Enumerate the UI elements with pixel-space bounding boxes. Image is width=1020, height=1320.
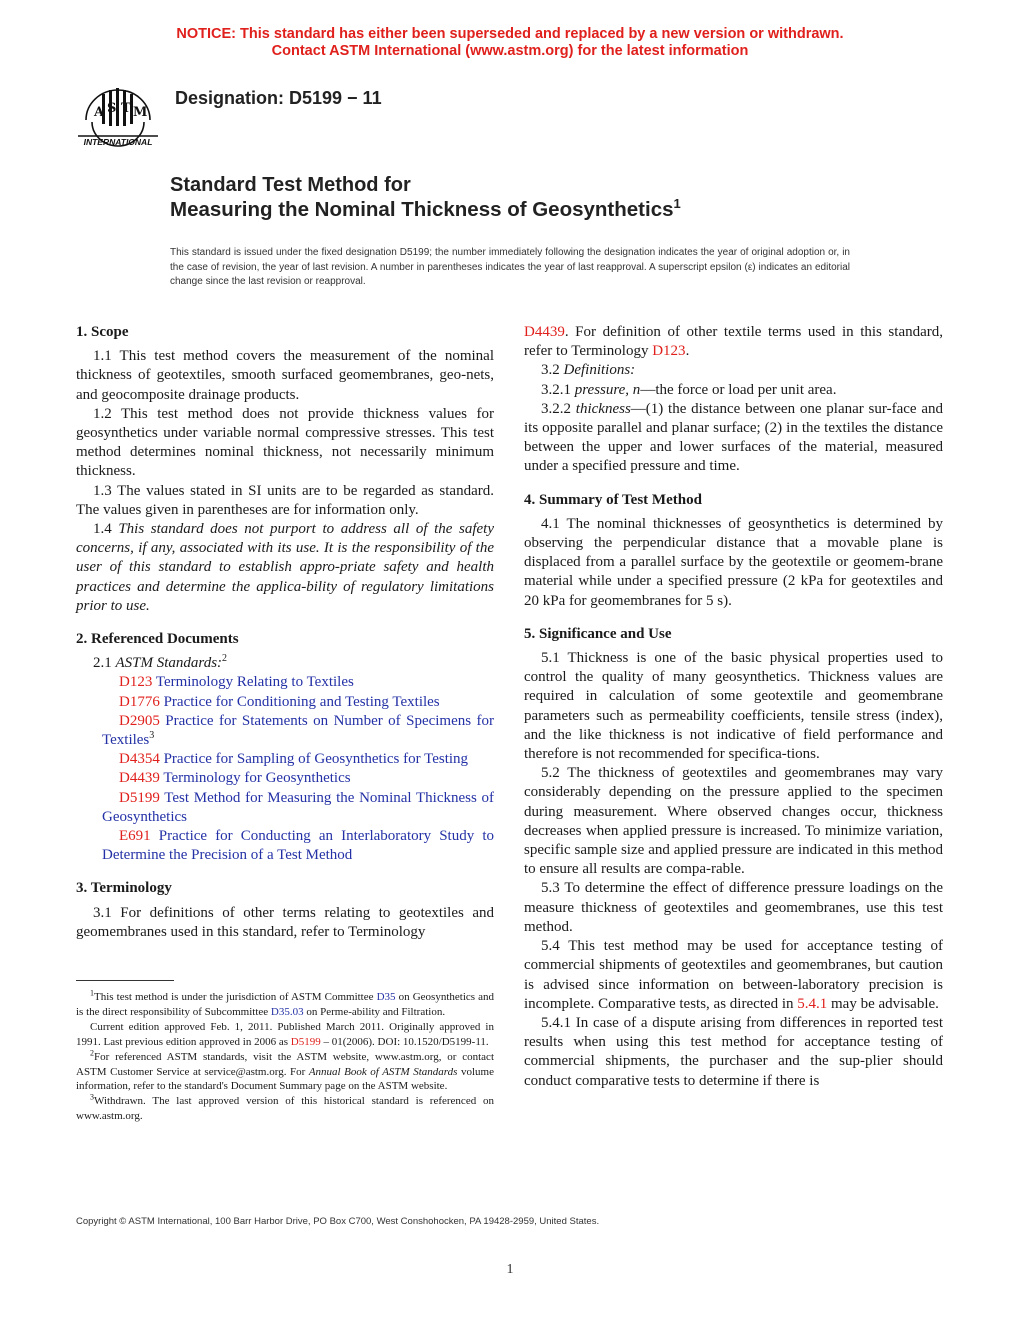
ref-title[interactable]: Test Method for Measuring the Nominal Thickness of Geosynthetics <box>102 789 494 825</box>
para-2-1-number: 2.1 <box>93 655 116 672</box>
footnote-1-link-d35[interactable]: D35 <box>376 991 396 1003</box>
ref-code[interactable]: D1776 <box>119 693 160 710</box>
para-3-2-1-number: 3.2.1 <box>541 381 575 398</box>
para-2-1 <box>76 654 494 673</box>
copyright: Copyright © ASTM International, 100 Barr Harbor Drive, PO Box C700, West Conshohocken, PA 19428-2959, United States. <box>76 1216 600 1227</box>
footnote-3-mark: 3 <box>90 1092 94 1102</box>
notice-line-2: Contact ASTM International (www.astm.org) for the latest information <box>271 43 749 59</box>
title-line-1: Standard Test Method for <box>170 174 411 196</box>
footnotes <box>76 990 494 1124</box>
footnote-1 <box>76 990 494 1020</box>
ref-code[interactable]: D4439 <box>119 770 160 787</box>
section-heading-summary: 4. Summary of Test Method <box>524 491 702 508</box>
left-column <box>76 323 494 942</box>
ref-code[interactable]: D2905 <box>119 712 160 729</box>
ref-title[interactable]: Terminology for Geosynthetics <box>163 770 351 787</box>
logo-letter-a: A <box>94 105 105 120</box>
supersede-notice <box>0 26 1020 60</box>
section-heading-referenced: 2. Referenced Documents <box>76 631 239 648</box>
term-thickness: thickness <box>575 400 631 417</box>
para-1-3: 1.3 The values stated in SI units are to be regarded as standard. The values given in parentheses are for information only. <box>76 482 494 518</box>
ref-item[interactable] <box>76 673 494 692</box>
ref-title[interactable]: Practice for Sampling of Geosynthetics for Testing <box>163 751 469 768</box>
footnote-1-edition-text-b: – 01(2006). DOI: 10.1520/D5199-11. <box>320 1035 489 1048</box>
link-d4439[interactable]: D4439 <box>524 324 565 340</box>
section-heading-significance: 5. Significance and Use <box>524 625 672 642</box>
link-5-4-1[interactable]: 5.4.1 <box>797 995 828 1012</box>
para-3-2-number: 3.2 <box>541 362 564 379</box>
footnote-3 <box>76 1094 494 1124</box>
designation: Designation: D5199 − 11 <box>175 88 382 108</box>
para-3-2-2 <box>524 400 943 477</box>
page-number: 1 <box>506 1262 514 1277</box>
ref-item[interactable] <box>76 789 494 827</box>
ref-title[interactable]: Practice for Conditioning and Testing Textiles <box>163 693 440 710</box>
ref-code[interactable]: E691 <box>119 828 151 845</box>
para-5-1: 5.1 Thickness is one of the basic physical properties used to control the quality of many geosynthetics. Thickness values are required in calculation of some geotextile and geomembrane parameters such as permeability coefficients, tensile stress (index), and the like thickness is not indicative of field performance and therefore is not recommended for specifica-tions. <box>524 650 943 763</box>
section-heading-scope: 1. Scope <box>76 324 129 340</box>
footnote-1-mark: 1 <box>90 988 94 998</box>
footnote-2-mark: 2 <box>90 1047 94 1057</box>
ref-item[interactable] <box>76 750 494 769</box>
ref-title[interactable]: Practice for Statements on Number of Specimens for Textiles <box>102 712 495 749</box>
logo-letter-m: M <box>133 105 148 120</box>
para-3-1: 3.1 For definitions of other terms relating to geotextiles and geomembranes used in this standard, refer to Terminology <box>76 904 494 940</box>
ref-sup: 3 <box>149 730 155 742</box>
para-4-1: 4.1 The nominal thicknesses of geosynthetics is determined by observing the perpendicular distance that a movable plane is displaced from a parallel surface by the geotextile or geomem-brane material while under a specified pressure (2 kPa for geotextiles and 20 kPa for geomembranes for 5 s). <box>524 515 943 609</box>
footnote-1-edition-link[interactable]: D5199 <box>290 1035 321 1048</box>
para-5-4-text-b: may be advisable. <box>827 995 939 1012</box>
ref-title[interactable]: Practice for Conducting an Interlaboratory Study to Determine the Precision of a Test Method <box>102 828 494 864</box>
section-heading-terminology: 3. Terminology <box>76 880 172 897</box>
para-3-1-continued <box>524 323 943 361</box>
para-1-2: 1.2 This test method does not provide thickness values for geosynthetics under variable normal compressive stresses. This test method determines nominal thickness, not necessarily minimum thickness. <box>76 405 494 480</box>
term-pressure: pressure, n <box>574 381 641 398</box>
para-1-4 <box>76 520 494 616</box>
ref-item[interactable] <box>76 712 494 750</box>
ref-item[interactable] <box>76 827 494 865</box>
para-3-2-2-text: —(1) the distance between one planar sur-face and its opposite parallel and planar surface; (2) in the textiles the distance between the upper and lower surfaces of the material, measured under a specified pressure and time. <box>524 400 944 475</box>
footnote-1-edition <box>76 1020 494 1050</box>
title-line-2 <box>170 198 681 222</box>
astm-logo-graphic <box>76 76 160 148</box>
footnote-1-edition-text-a: Current edition approved Feb. 1, 2011. Published March 2011. Originally approved in 1991. Last previous edition approved in 2006 as <box>76 1020 494 1048</box>
footnote-1-text-c: on Perme-ability and Filtration. <box>303 1005 446 1018</box>
title-footnote-mark: 1 <box>673 196 681 211</box>
para-3-1-cont-text: . For definition of other textile terms used in this standard, refer to Terminology <box>524 324 943 360</box>
ref-item[interactable] <box>76 693 494 712</box>
para-1-4-number: 1.4 <box>93 521 119 538</box>
ref-code[interactable]: D123 <box>119 674 153 691</box>
para-5-4-text-a: 5.4 This test method may be used for acceptance testing of commercial shipments of geotextiles and geomembranes, but caution is advised since information on between-laboratory precision is incomplete. Comparative tests, as directed in <box>524 938 943 1012</box>
para-1-4-text: This standard does not purport to address all of the safety concerns, if any, associated with its use. It is the responsibility of the user of this standard to establish appro-priate safety and health practices and determine the applica-bility of regulatory limitations prior to use. <box>76 521 495 614</box>
footnote-2-italic: Annual Book of ASTM Standards <box>308 1065 458 1078</box>
ref-item[interactable] <box>76 769 494 788</box>
footnote-3-text: Withdrawn. The last approved version of this historical standard is referenced on www.astm.org. <box>76 1095 494 1123</box>
para-3-2 <box>524 361 943 380</box>
logo-letter-t: T <box>121 101 131 116</box>
para-5-4 <box>524 937 943 1014</box>
link-d123[interactable]: D123 <box>652 343 686 360</box>
right-column <box>524 323 943 1091</box>
ref-code[interactable]: D5199 <box>119 789 160 806</box>
footnote-1-link-d35-03[interactable]: D35.03 <box>270 1005 304 1018</box>
footnote-rule <box>76 980 174 981</box>
para-2-1-sup: 2 <box>222 653 228 665</box>
footnote-2-text-b: volume information, refer to the standard's Document Summary page on the ASTM website. <box>76 1065 494 1093</box>
para-5-2: 5.2 The thickness of geotextiles and geomembranes may vary considerably depending on the pressure applied to the specimen during measurement. Where observed changes occur, thickness decreases when applied pressure is increased. To minimize variation, specific sample size and applied pressure are indicated in this method to ensure all results are compa-rable. <box>524 765 943 878</box>
logo-letter-s: S <box>107 101 117 116</box>
para-3-1-end: . <box>685 343 690 360</box>
para-3-2-1-text: —the force or load per unit area. <box>640 381 837 398</box>
footnote-1-text-b: on Geosynthetics and is the direct responsibility of Subcommittee <box>76 991 494 1018</box>
para-5-4-1: 5.4.1 In case of a dispute arising from differences in reported test results when using this test method for acceptance testing of commercial shipments, the purchaser and the sup-plier should conduct comparative tests to determine if there is <box>524 1014 943 1089</box>
para-5-3: 5.3 To determine the effect of difference pressure loadings on the measure thickness of geotextiles and geomembranes, use this test method. <box>524 880 943 935</box>
title-main: Measuring the Nominal Thickness of Geosynthetics <box>170 198 674 221</box>
para-1-1: 1.1 This test method covers the measurement of the nominal thickness of geotextiles, smooth surfaced geomembranes, geo-nets, and geocomposite drainage products. <box>76 348 494 403</box>
issued-note: This standard is issued under the fixed designation D5199; the number immediately following the designation indicates the year of original adoption or, in the case of revision, the year of last revision. A number in parentheses indicates the year of last reapproval. A superscript epsilon (ε) indicates an editorial change since the last revision or reapproval. <box>170 247 850 287</box>
notice-line-1: NOTICE: This standard has either been superseded and replaced by a new version or withdrawn. <box>176 26 844 42</box>
para-2-1-text: ASTM Standards: <box>115 655 223 672</box>
referenced-documents-list <box>76 673 494 865</box>
logo-international-text: INTERNATIONAL <box>83 137 153 147</box>
footnote-1-text-a: This test method is under the jurisdiction of ASTM Committee <box>94 991 377 1003</box>
ref-code[interactable]: D4354 <box>119 751 160 768</box>
ref-title[interactable]: Terminology Relating to Textiles <box>155 674 354 691</box>
footnote-2-text-a: For referenced ASTM standards, visit the ASTM website, www.astm.org, or contact ASTM Customer Service at service@astm.org. For <box>76 1050 494 1078</box>
footnote-2 <box>76 1047 494 1095</box>
para-3-2-text: Definitions: <box>563 362 636 379</box>
para-3-2-1 <box>524 381 943 400</box>
para-3-2-2-number: 3.2.2 <box>541 400 576 417</box>
astm-logo <box>76 76 160 148</box>
